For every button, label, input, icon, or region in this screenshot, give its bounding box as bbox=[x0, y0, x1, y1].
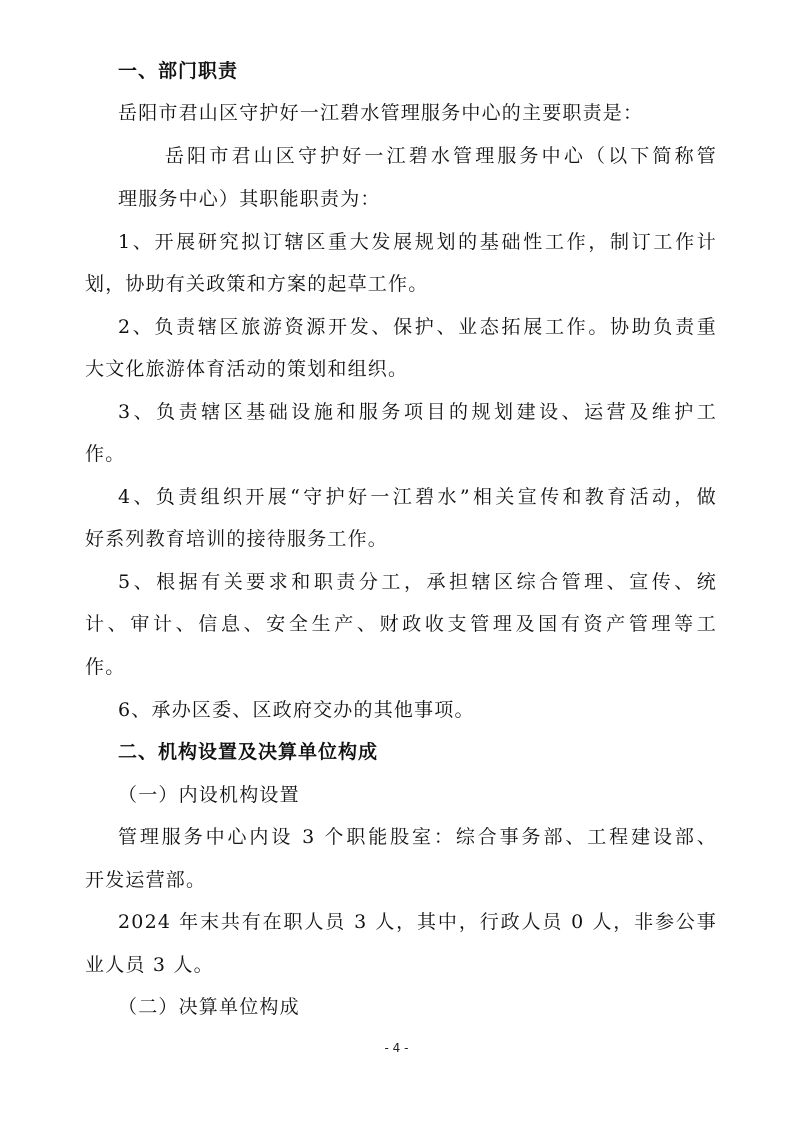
structure-paragraph-line: 管理服务中心内设 3 个职能股室：综合事务部、工程建设部、 bbox=[118, 826, 717, 848]
duty-item-2-line: 大文化旅游体育活动的策划和组织。 bbox=[85, 358, 409, 380]
subheading-accounting-units: （二）决算单位构成 bbox=[118, 996, 300, 1018]
duties-paragraph-line: 理服务中心）其职能职责为： bbox=[118, 188, 381, 210]
duty-item-4-line: 4、负责组织开展“守护好一江碧水”相关宣传和教育活动，做 bbox=[118, 486, 717, 508]
duties-intro: 岳阳市君山区守护好一江碧水管理服务中心的主要职责是： bbox=[118, 102, 644, 124]
duty-item-1-line: 划，协助有关政策和方案的起草工作。 bbox=[85, 273, 429, 295]
staff-paragraph-line: 业人员 3 人。 bbox=[85, 954, 214, 976]
duty-item-3-line: 作。 bbox=[85, 443, 126, 465]
section-heading-duties: 一、部门职责 bbox=[118, 60, 239, 82]
duty-item-2-line: 2、负责辖区旅游资源开发、保护、业态拓展工作。协助负责重 bbox=[118, 316, 717, 338]
staff-paragraph-line: 2024 年末共有在职人员 3 人，其中，行政人员 0 人，非参公事 bbox=[118, 911, 717, 933]
duty-item-5-line: 5、根据有关要求和职责分工，承担辖区综合管理、宣传、统 bbox=[118, 571, 717, 593]
subheading-internal-structure: （一）内设机构设置 bbox=[118, 784, 300, 806]
duties-paragraph-line: 岳阳市君山区守护好一江碧水管理服务中心（以下简称管 bbox=[165, 145, 717, 167]
section-heading-structure: 二、机构设置及决算单位构成 bbox=[118, 741, 379, 763]
duty-item-5-line: 作。 bbox=[85, 656, 126, 678]
duty-item-5-line: 计、审计、信息、安全生产、财政收支管理及国有资产管理等工 bbox=[85, 613, 717, 635]
duty-item-4-line: 好系列教育培训的接待服务工作。 bbox=[85, 528, 389, 550]
structure-paragraph-line: 开发运营部。 bbox=[85, 869, 207, 891]
page-number: - 4 - bbox=[384, 1041, 409, 1055]
duty-item-6-line: 6、承办区委、区政府交办的其他事项。 bbox=[118, 699, 475, 721]
duty-item-1-line: 1、开展研究拟订辖区重大发展规划的基础性工作，制订工作计 bbox=[118, 231, 717, 253]
duty-item-3-line: 3、负责辖区基础设施和服务项目的规划建设、运营及维护工 bbox=[118, 401, 717, 423]
